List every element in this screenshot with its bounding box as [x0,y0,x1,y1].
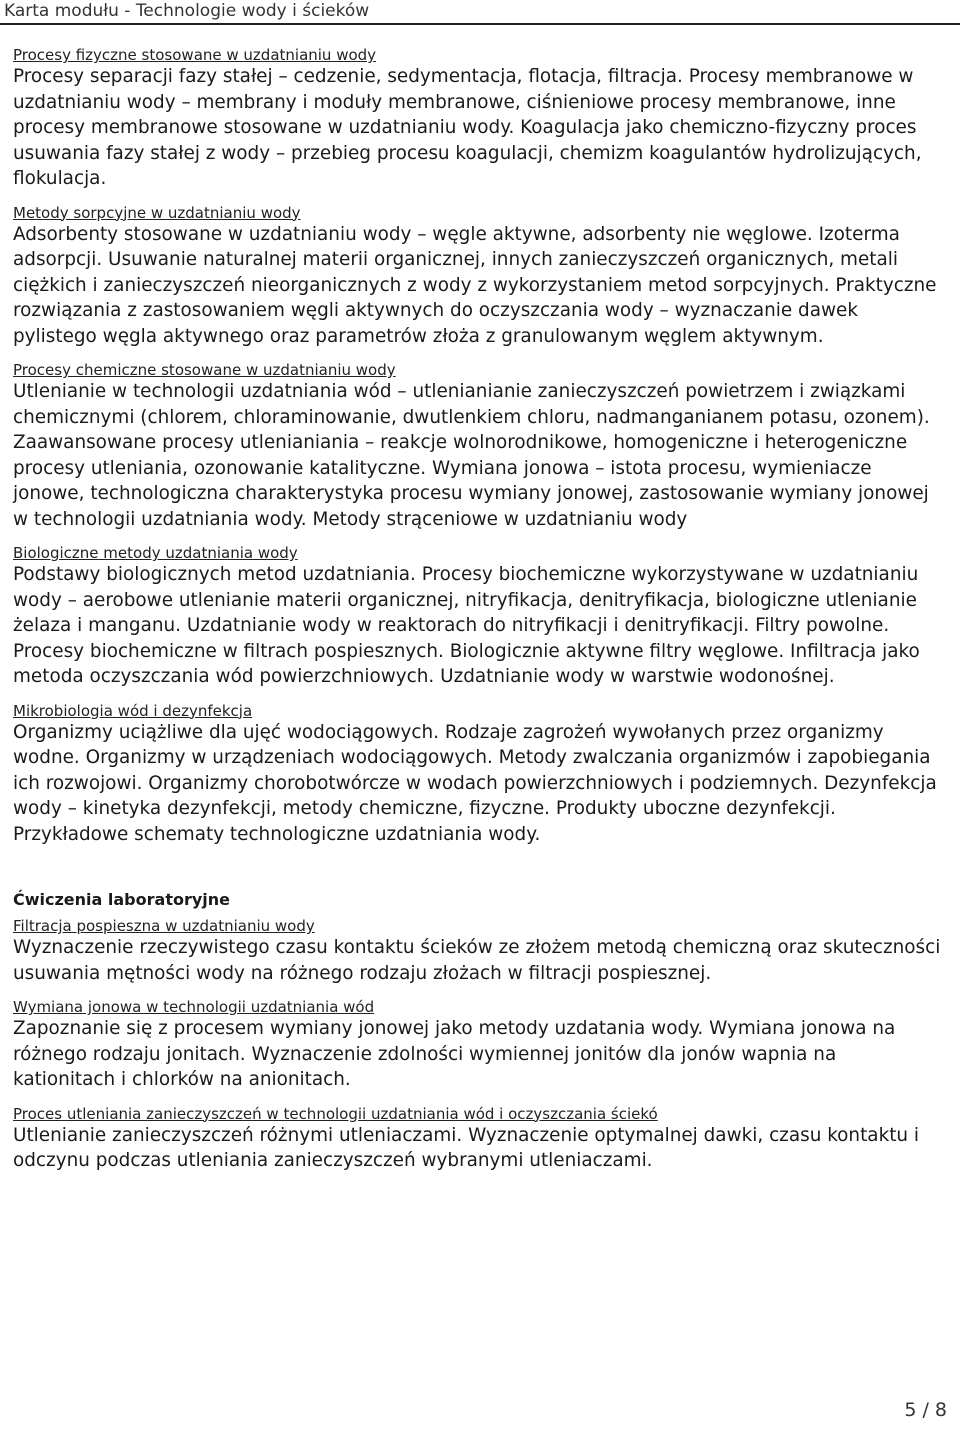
section-title: Biologiczne metody uzdatniania wody [13,544,298,562]
section-biological-methods [13,544,943,690]
section-title: Metody sorpcyjne w uzdatnianiu wody [13,203,301,222]
section-body: Utlenianie w technologii uzdatniania wód – utlenianianie zanieczyszczeń powietrzem i związkami chemicznymi (chlorem, chloraminowanie, dwutlenkiem chloru, nadmanganianem potasu, ozonem). Zaawansowane procesy utlenianiania – reakcje wolnorodnikowe, homogeniczne i heterogeniczne procesy utleniania, ozonowanie katalityczne. Wymiana jonowa – istota procesu, wymieniacze jonowe, technologiczna charakterystyka procesu wymiany jonowej, zastosowanie wymiany jonowej w technologii uzdatniania wody. Metody strąceniowe w uzdatnianiu wody [13,381,930,530]
section-body: Podstawy biologicznych metod uzdatniania. Procesy biochemiczne wykorzystywane w uzdatnianiu wody – aerobowe utlenianie materii organicznej, nitryfikacja, denitryfikacja, biologiczne utlenianie żelaza i manganu. Uzdatnianie wody w reaktorach do nitryfikacji i denitryfikacji. Filtry powolne. Procesy biochemiczne w filtrach pospiesznych. Biologicznie aktywne filtry węglowe. Infiltracja jako metoda oczyszczania wód powierzchniowych. Uzdatnianie wody w warstwie wodonośnej. [13,564,920,687]
lab-section-rapid-filtration [13,917,943,986]
document-title: Karta modułu - Technologie wody i ścieków [4,1,370,21]
section-physical-processes [13,46,943,192]
section-body: Zapoznanie się z procesem wymiany jonowej jako metody uzdatania wody. Wymiana jonowa na różnego rodzaju jonitach. Wyznaczenie zdolności wymiennej jonitów dla jonów wapnia na kationitach i chlorków na anionitach. [13,1018,896,1090]
section-title: Filtracja pospieszna w uzdatnianiu wody [13,917,315,935]
section-microbiology-disinfection [13,702,943,848]
section-body: Wyznaczenie rzeczywistego czasu kontaktu ścieków ze złożem metodą chemiczną oraz skuteczności usuwania mętności wody na różnego rodzaju złożach w filtracji pospiesznej. [13,937,941,984]
section-body: Utlenianie zanieczyszczeń różnymi utleniaczami. Wyznaczenie optymalnej dawki, czasu kontaktu i odczynu podczas utleniania zanieczyszczeń wybranymi utleniaczami. [13,1124,920,1171]
section-body: Organizmy uciążliwe dla ujęć wodociągowych. Rodzaje zagrożeń wywołanych przez organizmy wodne. Organizmy w urządzeniach wodociągowych. Metody zwalczania organizmów i zapobiegania ich rozwojowi. Organizmy chorobotwórcze w wodach powierzchniowych i podziemnych. Dezynfekcja wody – kinetyka dezynfekcji, metody chemiczne, fizyczne. Produkty uboczne dezynfekcji. Przykładowe schematy technologiczne uzdatniania wody. [13,721,937,845]
section-title: Proces utleniania zanieczyszczeń w technologii uzdatniania wód i oczyszczania ściekó [13,1104,658,1123]
section-sorption-methods [13,204,943,350]
section-title: Procesy fizyczne stosowane w uzdatnianiu wody [13,46,377,64]
section-title: Wymiana jonowa w technologii uzdatniania wód [13,998,375,1016]
section-chemical-processes [13,361,943,532]
section-title: Mikrobiologia wód i dezynfekcja [13,701,253,720]
document-content [13,46,943,1186]
lab-section-oxidation [13,1105,943,1174]
section-title: Procesy chemiczne stosowane w uzdatnianiu wody [13,361,396,379]
page-header [0,0,960,25]
lab-section-ion-exchange [13,998,943,1093]
section-body: Procesy separacji fazy stałej – cedzenie, sedymentacja, flotacja, filtracja. Procesy membranowe w uzdatnianiu wody – membrany i moduły membranowe, ciśnieniowe procesy membranowe, inne procesy membranowe stosowane w uzdatnianiu wody. Koagulacja jako chemiczno-fizyczny proces usuwania fazy stałej z wody – przebieg procesu koagulacji, chemizm koagulantów hydrolizujących, flokulacja. [13,66,922,189]
spacer [13,859,943,889]
lab-heading: Ćwiczenia laboratoryjne [13,890,230,909]
page-number: 5 / 8 [904,1399,947,1421]
section-body: Adsorbenty stosowane w uzdatnianiu wody – węgle aktywne, adsorbenty nie węglowe. Izoterma adsorpcji. Usuwanie naturalnej materii organicznej, innych zanieczyszczeń organicznych, metali ciężkich i zanieczyszczeń nieorganicznych z wody z wykorzystaniem metod sorpcyjnych. Praktyczne rozwiązania z zastosowaniem węgli aktywnych do oczyszczania wody – wyznaczanie dawek pylistego węgla aktywnego oraz parametrów złoża z granulowanym węglem aktywnym. [13,223,937,347]
